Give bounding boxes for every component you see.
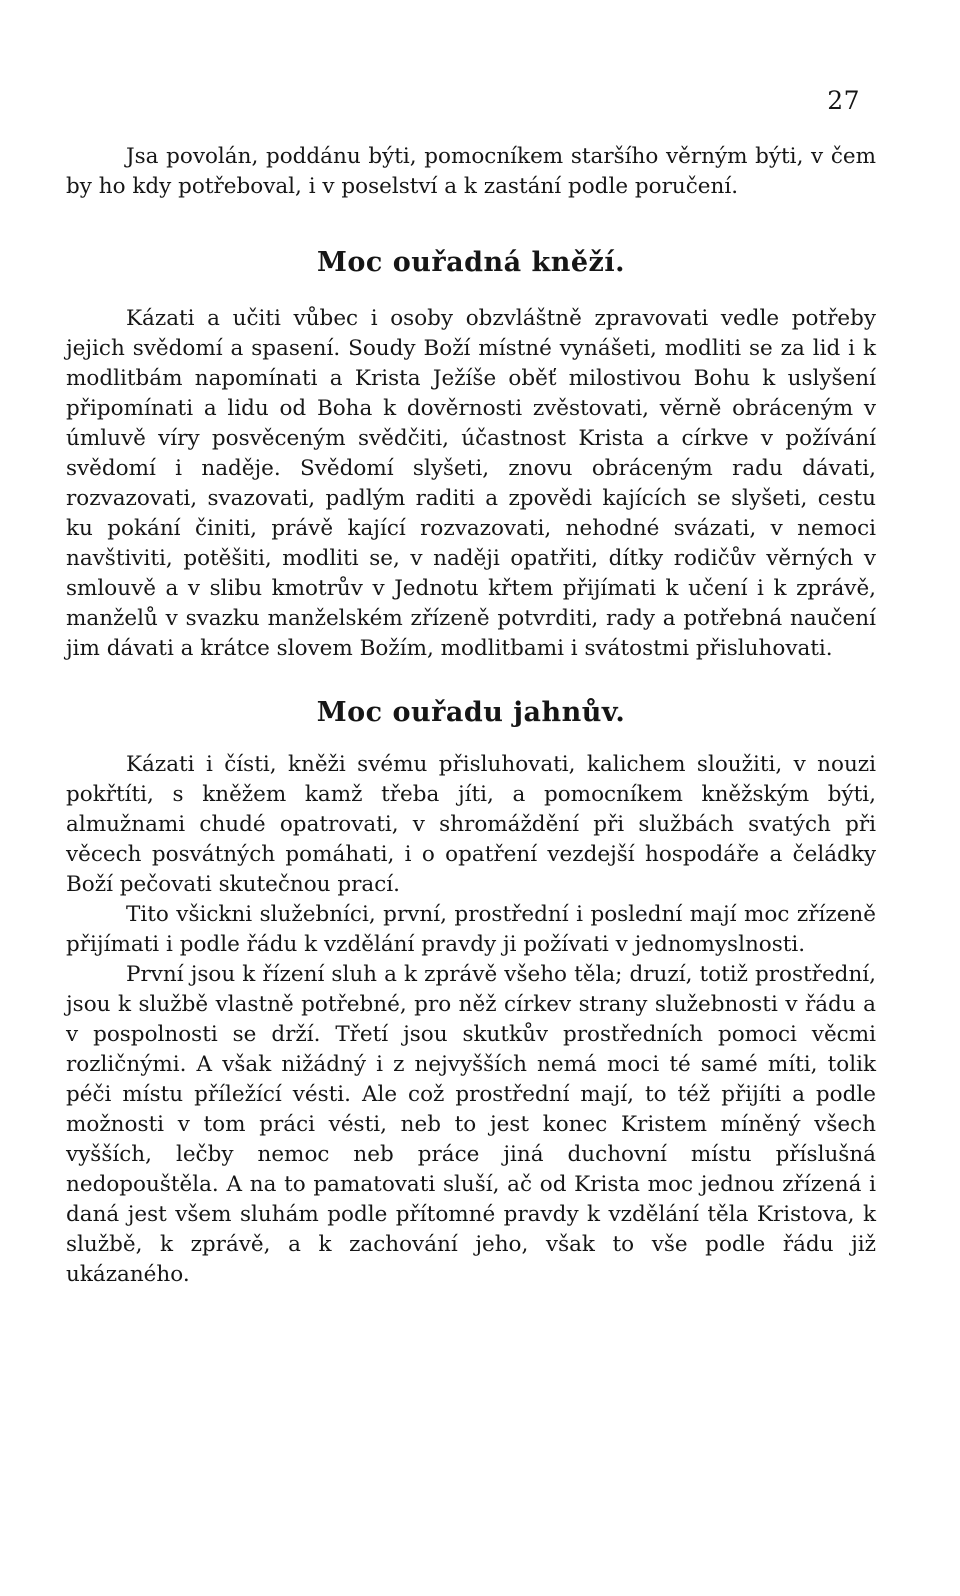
page-body	[66, 142, 876, 1290]
paragraph-orders: První jsou k řízení sluh a k zprávě všeho těla; druzí, totiž prostřední, jsou k službě vlastně potřebné, pro něž církev strany služebnosti v řádu a v pospolnosti se drží. Třetí jsou skutkův prostředních pomoci věcmi rozličnými. A však nižádný i z nejvyšších nemá moci té samé míti, tolik péči místu příležící vésti. Ale což prostřední mají, to též přijíti a podle možnosti v tom práci vésti, neb to jest konec Kristem míněný všech vyšších, lečby nemoc neb práce jiná duchovní místu příslušná nedopouštěla. A na to pamatovati sluší, ač od Krista moc jednou zřízená i daná jest všem sluhám podle přítomné pravdy k vzdělání těla Kristova, k službě, k zprávě, a k zachování jeho, však to vše podle řádu již ukázaného.	[66, 962, 876, 1287]
paragraph-intro: Jsa povolán, poddánu býti, pomocníkem staršího věrným býti, v čem by ho kdy potřeboval, i v poselství a k zastání podle poručení.	[66, 144, 876, 199]
paragraph-deacons-duties: Kázati i čísti, kněži svému přisluhovati, kalichem sloužiti, v nouzi pokřtíti, s kněžem kamž třeba jíti, a pomocníkem kněžským býti, almužnami chudé opatrovati, v shromáždění při službách svatých při věcech posvátných pomáhati, i o opatření vezdejší hospodáře a čeládky Boží pečovati skutečnou prací.	[66, 752, 876, 897]
paragraph-priests-duties: Kázati a učiti vůbec i osoby obzvláštně zpravovati vedle potřeby jejich svědomí a spasení. Soudy Boží místné vynášeti, modliti se za lid i k modlitbám napomínati a Krista Ježíše oběť milostivou Bohu k uslyšení připomínati a lidu od Boha k dověrnosti zvěstovati, věrně obráceným v úmluvě víry posvěceným svědčiti, účastnost Krista a církve v požívání svědomí i naděje. Svědomí slyšeti, znovu obráceným radu dávati, rozvazovati, svazovati, padlým raditi a zpovědi kajících se slyšeti, cestu ku pokání činiti, právě kající rozvazovati, nehodné svázati, v nemoci navštiviti, potěšiti, modliti se, v naději opatřiti, dítky rodičův věrných v smlouvě a v slibu kmotrův v Jednotu křtem přijímati k učení i k zprávě, manželů v svazku manželském zřízeně potvrditi, rady a potřebná naučení jim dávati a krátce slovem Božím, modlitbami i svátostmi přisluhovati.	[66, 306, 876, 661]
section-heading-priests: Moc ouřadná kněží.	[316, 247, 625, 278]
section-heading-deacons: Moc ouřadu jahnův.	[316, 697, 626, 728]
paragraph-all-servants: Tito všickni služebníci, první, prostřední i poslední mají moc zřízeně přijímati i podle řádu k vzdělání pravdy ji požívati v jednomyslnosti.	[66, 902, 876, 957]
page-number: 27	[827, 86, 860, 115]
